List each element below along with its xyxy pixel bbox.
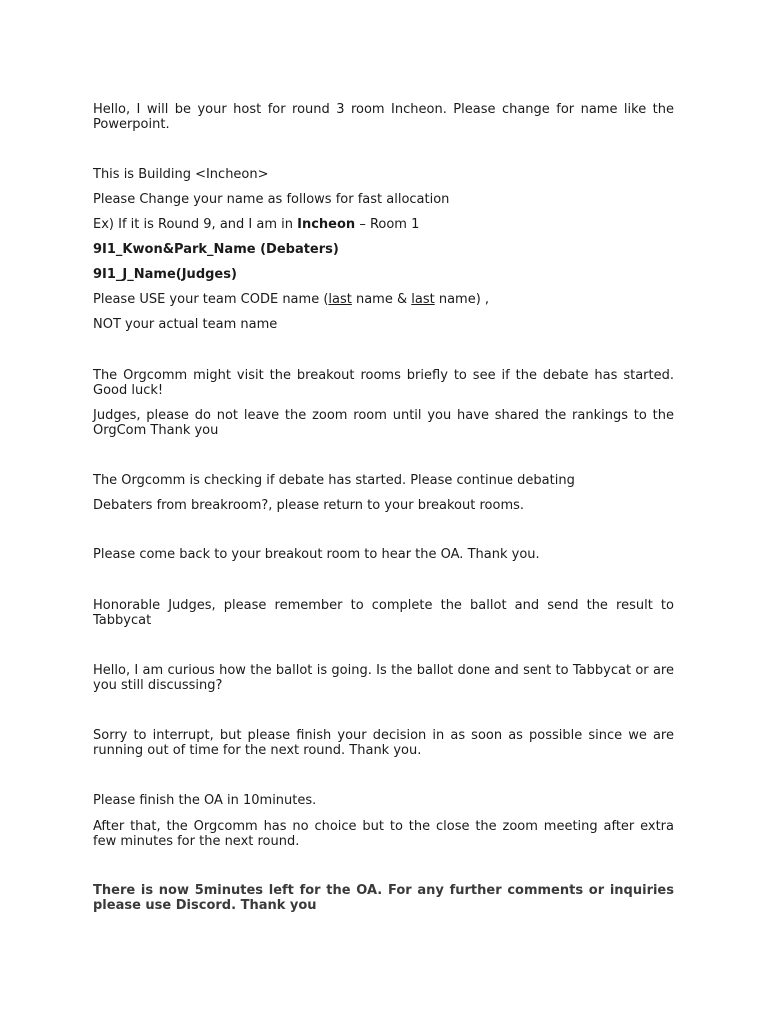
team-code-underlined-1: last [328, 292, 352, 307]
team-code-paragraph [93, 292, 674, 307]
host-intro-paragraph: Hello, I will be your host for round 3 room Incheon. Please change for name like the Powerpoint. [93, 102, 674, 132]
building-paragraph: This is Building <Incheon> [93, 167, 269, 182]
team-code-underlined-2: last [411, 292, 435, 307]
team-code-text-2: name & [351, 292, 412, 307]
example-room-bold: Incheon [297, 217, 356, 232]
ballot-status-paragraph: Hello, I am curious how the ballot is going. Is the ballot done and sent to Tabbycat or are you still discussing? [93, 663, 674, 693]
come-back-oa-paragraph: Please come back to your breakout room to hear the OA. Thank you. [93, 547, 540, 562]
team-code-text-3: name) , [434, 292, 490, 307]
final-notice-paragraph: There is now 5minutes left for the OA. For any further comments or inquiries please use Discord. Thank you [93, 883, 674, 913]
team-code-text-1: Please USE your team CODE name ( [93, 292, 329, 307]
ballot-reminder-paragraph: Honorable Judges, please remember to complete the ballot and send the result to Tabbycat [93, 598, 674, 628]
orgcomm-checking-paragraph: The Orgcomm is checking if debate has started. Please continue debating [93, 473, 575, 488]
close-meeting-paragraph: After that, the Orgcomm has no choice but to the close the zoom meeting after extra few minutes for the next round. [93, 819, 674, 849]
orgcomm-visit-paragraph: The Orgcomm might visit the breakout rooms briefly to see if the debate has started. Good luck! [93, 368, 674, 398]
not-actual-name-paragraph: NOT your actual team name [93, 317, 278, 332]
judges-stay-paragraph: Judges, please do not leave the zoom room until you have shared the rankings to the OrgCom Thank you [93, 408, 674, 438]
finish-oa-paragraph: Please finish the OA in 10minutes. [93, 793, 317, 808]
example-text-start: Ex) If it is Round 9, and I am in [93, 217, 298, 232]
rename-instruction-paragraph: Please Change your name as follows for fast allocation [93, 192, 450, 207]
example-paragraph [93, 217, 674, 232]
example-text-end: – Room 1 [355, 217, 420, 232]
interrupt-paragraph: Sorry to interrupt, but please finish your decision in as soon as possible since we are running out of time for the next round. Thank you. [93, 728, 674, 758]
return-breakout-paragraph: Debaters from breakroom?, please return to your breakout rooms. [93, 498, 525, 513]
judge-format-paragraph: 9I1_J_Name(Judges) [93, 267, 237, 282]
debater-format-paragraph: 9I1_Kwon&Park_Name (Debaters) [93, 242, 339, 257]
